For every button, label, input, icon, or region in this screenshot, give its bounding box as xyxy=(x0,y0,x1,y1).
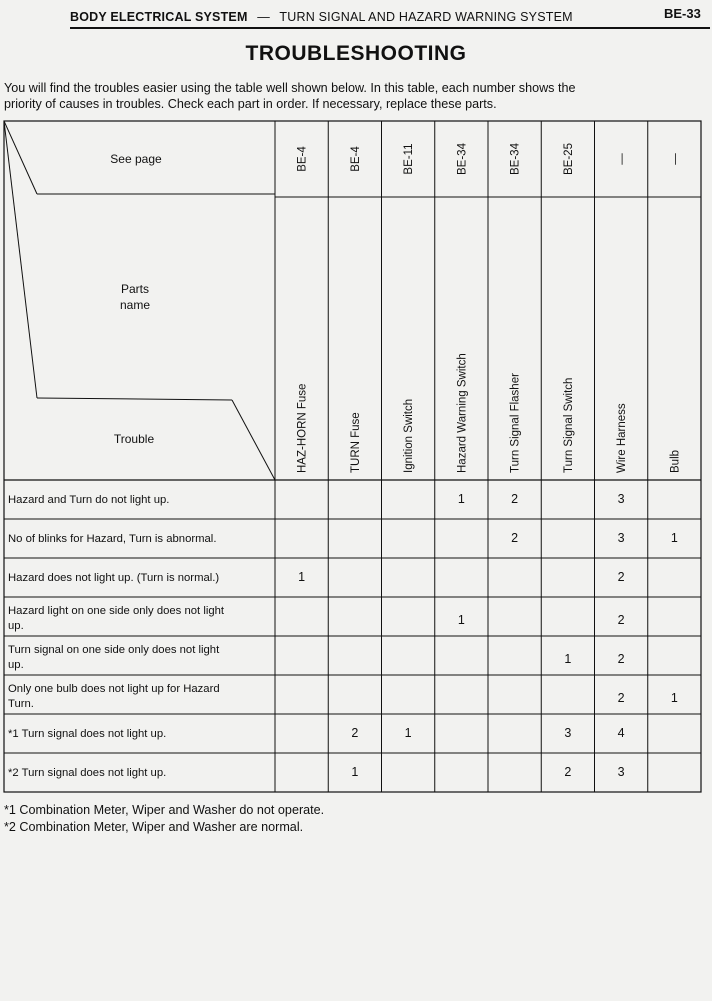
row-trouble-label-cont: Turn. xyxy=(8,698,34,710)
column-page-ref: BE-34 xyxy=(456,143,469,175)
priority-cell: 1 xyxy=(457,492,465,506)
footnote-1: *1 Combination Meter, Wiper and Washer do not operate. xyxy=(4,803,325,817)
column-part-name: HAZ-HORN Fuse xyxy=(296,383,309,473)
corner-label-parts: Parts xyxy=(120,282,150,296)
priority-cell: 4 xyxy=(617,726,625,740)
page-number: BE-33 xyxy=(664,6,701,21)
priority-cell: 2 xyxy=(617,570,625,584)
column-part-name: Hazard Warning Switch xyxy=(456,353,469,473)
column-page-ref: — xyxy=(669,153,682,165)
column-part-name: TURN Fuse xyxy=(349,412,362,473)
priority-cell: 3 xyxy=(617,492,625,506)
priority-cell: 2 xyxy=(511,531,519,545)
priority-cell: 3 xyxy=(617,531,625,545)
row-trouble-label: Hazard and Turn do not light up. xyxy=(8,494,170,506)
corner-label-trouble: Trouble xyxy=(113,432,155,446)
intro-line-2: priority of causes in troubles. Check each part in order. If necessary, replace these parts. xyxy=(4,97,497,111)
row-trouble-label: No of blinks for Hazard, Turn is abnormal. xyxy=(8,533,217,545)
column-part-name: Bulb xyxy=(669,449,682,473)
column-page-ref: BE-11 xyxy=(403,143,416,175)
row-trouble-label: Hazard light on one side only does not light xyxy=(8,605,225,617)
column-page-ref: BE-25 xyxy=(562,143,575,175)
column-part-name: Wire Harness xyxy=(616,403,629,473)
row-trouble-label: *1 Turn signal does not light up. xyxy=(8,728,167,740)
column-page-ref: BE-4 xyxy=(349,146,362,172)
priority-cell: 3 xyxy=(564,726,572,740)
row-trouble-label: Hazard does not light up. (Turn is normal.) xyxy=(8,572,220,584)
priority-cell: 2 xyxy=(351,726,359,740)
priority-cell: 2 xyxy=(511,492,519,506)
header-section: BODY ELECTRICAL SYSTEM xyxy=(70,10,248,24)
corner-label-name: name xyxy=(119,298,151,312)
row-trouble-label: Only one bulb does not light up for Hazard xyxy=(8,683,220,695)
row-trouble-label-cont: up. xyxy=(8,620,24,632)
row-trouble-label-cont: up. xyxy=(8,659,24,671)
priority-cell: 3 xyxy=(617,765,625,779)
priority-cell: 1 xyxy=(564,652,572,666)
column-part-name: Turn Signal Switch xyxy=(562,377,575,473)
priority-cell: 2 xyxy=(564,765,572,779)
column-page-ref: — xyxy=(616,153,629,165)
column-page-ref: BE-34 xyxy=(509,143,522,175)
row-trouble-label: *2 Turn signal does not light up. xyxy=(8,767,167,779)
column-part-name: Ignition Switch xyxy=(403,398,416,473)
priority-cell: 1 xyxy=(670,691,678,705)
corner-diagonal-top xyxy=(4,121,37,194)
row-trouble-label: Turn signal on one side only does not light xyxy=(8,644,220,656)
priority-cell: 1 xyxy=(298,570,306,584)
column-page-ref: BE-4 xyxy=(296,146,309,172)
priority-cell: 2 xyxy=(617,691,625,705)
priority-cell: 2 xyxy=(617,652,625,666)
priority-cell: 2 xyxy=(617,613,625,627)
column-part-name: Turn Signal Flasher xyxy=(509,373,522,473)
corner-rule-trouble xyxy=(37,398,232,400)
intro-line-1: You will find the troubles easier using the table well shown below. In this table, each number shows the xyxy=(4,81,576,95)
footnote-2: *2 Combination Meter, Wiper and Washer are normal. xyxy=(4,820,304,834)
footnotes xyxy=(4,802,324,836)
corner-diagonal-bottom xyxy=(232,400,275,480)
header-subsection: TURN SIGNAL AND HAZARD WARNING SYSTEM xyxy=(279,10,573,24)
priority-cell: 1 xyxy=(351,765,359,779)
corner-label-see-page: See page xyxy=(110,152,162,166)
corner-diagonal-left xyxy=(4,121,37,398)
page-title: TROUBLESHOOTING xyxy=(245,42,467,65)
priority-cell: 1 xyxy=(457,613,465,627)
priority-cell: 1 xyxy=(404,726,412,740)
priority-cell: 1 xyxy=(670,531,678,545)
header-separator: — xyxy=(257,10,270,24)
